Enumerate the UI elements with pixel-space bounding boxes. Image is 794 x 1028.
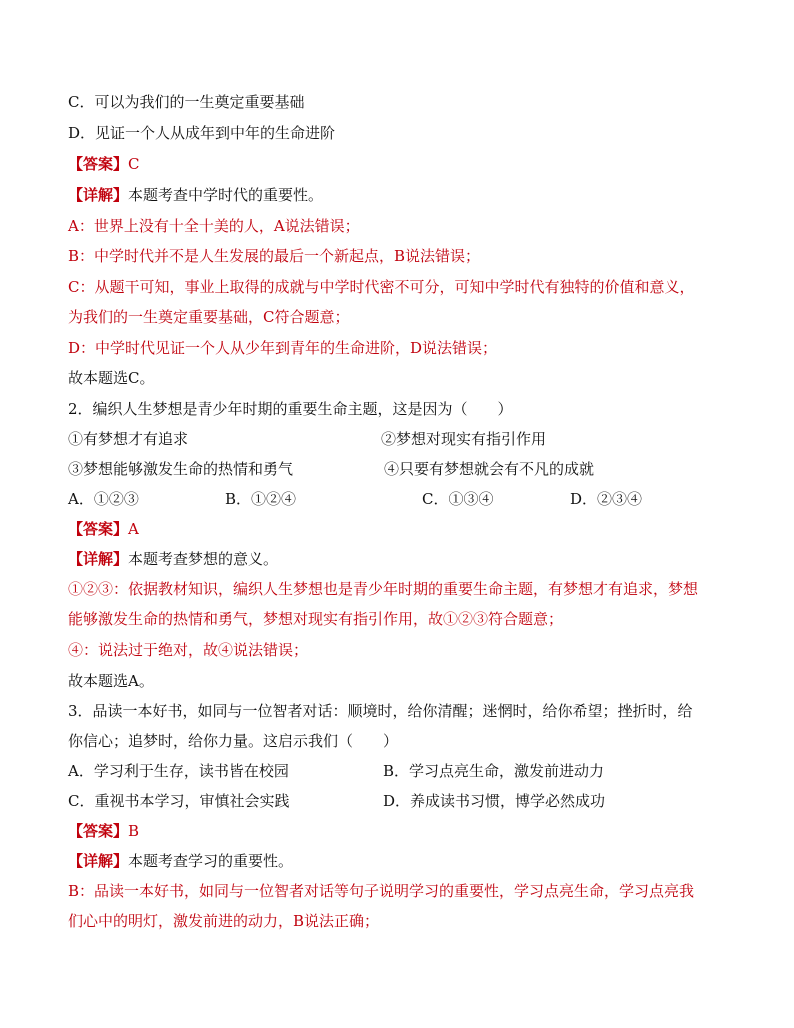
q2-answer	[68, 519, 139, 539]
q2-option-d: D．②③④	[570, 490, 643, 508]
q1-analysis-d: D：中学时代见证一个人从少年到青年的生命进阶，D说法错误；	[68, 339, 498, 357]
answer-value: A	[128, 520, 139, 538]
q2-option-a: A．①②③	[68, 490, 139, 508]
answer-value: B	[128, 822, 140, 840]
q1-option-c: C．可以为我们的一生奠定重要基础	[68, 93, 305, 111]
q1-conclusion: 故本题选C。	[68, 369, 155, 387]
q2-statement-2: ②梦想对现实有指引作用	[381, 430, 547, 448]
explain-tag: 【详解】	[68, 186, 129, 204]
q1-analysis-b: B：中学时代并不是人生发展的最后一个新起点，B说法错误；	[68, 247, 481, 265]
answer-value: C	[128, 155, 140, 173]
q3-analysis-b-cont: 们心中的明灯，激发前进的动力，B说法正确；	[68, 912, 380, 930]
q2-statement-3: ③梦想能够激发生命的热情和勇气	[68, 460, 294, 478]
q3-analysis-b: B：品读一本好书，如同与一位智者对话等句子说明学习的重要性，学习点亮生命，学习点亮我	[68, 882, 695, 900]
q2-analysis-4: ④：说法过于绝对，故④说法错误；	[68, 641, 309, 659]
q3-option-c: C．重视书本学习，审慎社会实践	[68, 792, 290, 810]
q1-option-d: D．见证一个人从成年到中年的生命进阶	[68, 124, 336, 142]
q2-explanation	[68, 549, 278, 569]
explain-tag: 【详解】	[68, 550, 129, 568]
q3-option-d: D．养成读书习惯，博学必然成功	[383, 792, 606, 810]
answer-tag: 【答案】	[68, 520, 129, 538]
q2-conclusion: 故本题选A。	[68, 672, 154, 690]
q2-option-c: C．①③④	[422, 490, 494, 508]
q2-stem: 2．编织人生梦想是青少年时期的重要生命主题，这是因为（ ）	[68, 400, 513, 418]
answer-tag: 【答案】	[68, 155, 129, 173]
q3-option-a: A．学习利于生存，读书皆在校园	[68, 762, 289, 780]
explain-tag: 【详解】	[68, 852, 129, 870]
q2-option-b: B．①②④	[225, 490, 297, 508]
q1-analysis-c-cont: 为我们的一生奠定重要基础，C符合题意；	[68, 308, 350, 326]
answer-tag: 【答案】	[68, 822, 129, 840]
q2-statement-4: ④只要有梦想就会有不凡的成就	[384, 460, 595, 478]
q2-analysis-1: ①②③：依据教材知识，编织人生梦想也是青少年时期的重要生命主题，有梦想才有追求，梦想	[68, 580, 699, 598]
q3-explanation	[68, 851, 293, 871]
explain-text: 本题考查梦想的意义。	[128, 550, 279, 568]
q1-explanation	[68, 185, 323, 205]
q3-stem-line1: 3．品读一本好书，如同与一位智者对话：顺境时，给你清醒；迷惘时，给你希望；挫折时，给	[68, 702, 693, 720]
explain-text: 本题考查学习的重要性。	[128, 852, 294, 870]
q2-statement-1: ①有梦想才有追求	[68, 430, 189, 448]
q1-answer	[68, 154, 140, 174]
q3-answer	[68, 821, 139, 841]
q1-analysis-a: A：世界上没有十全十美的人，A说法错误；	[68, 217, 360, 235]
explain-text: 本题考查中学时代的重要性。	[128, 186, 324, 204]
q1-analysis-c: C：从题干可知，事业上取得的成就与中学时代密不可分，可知中学时代有独特的价值和意义，	[68, 278, 695, 296]
q3-option-b: B．学习点亮生命，激发前进动力	[383, 762, 605, 780]
q3-stem-line2: 你信心；追梦时，给你力量。这启示我们（ ）	[68, 732, 399, 750]
q2-analysis-1-cont: 能够激发生命的热情和勇气，梦想对现实有指引作用，故①②③符合题意；	[68, 610, 564, 628]
